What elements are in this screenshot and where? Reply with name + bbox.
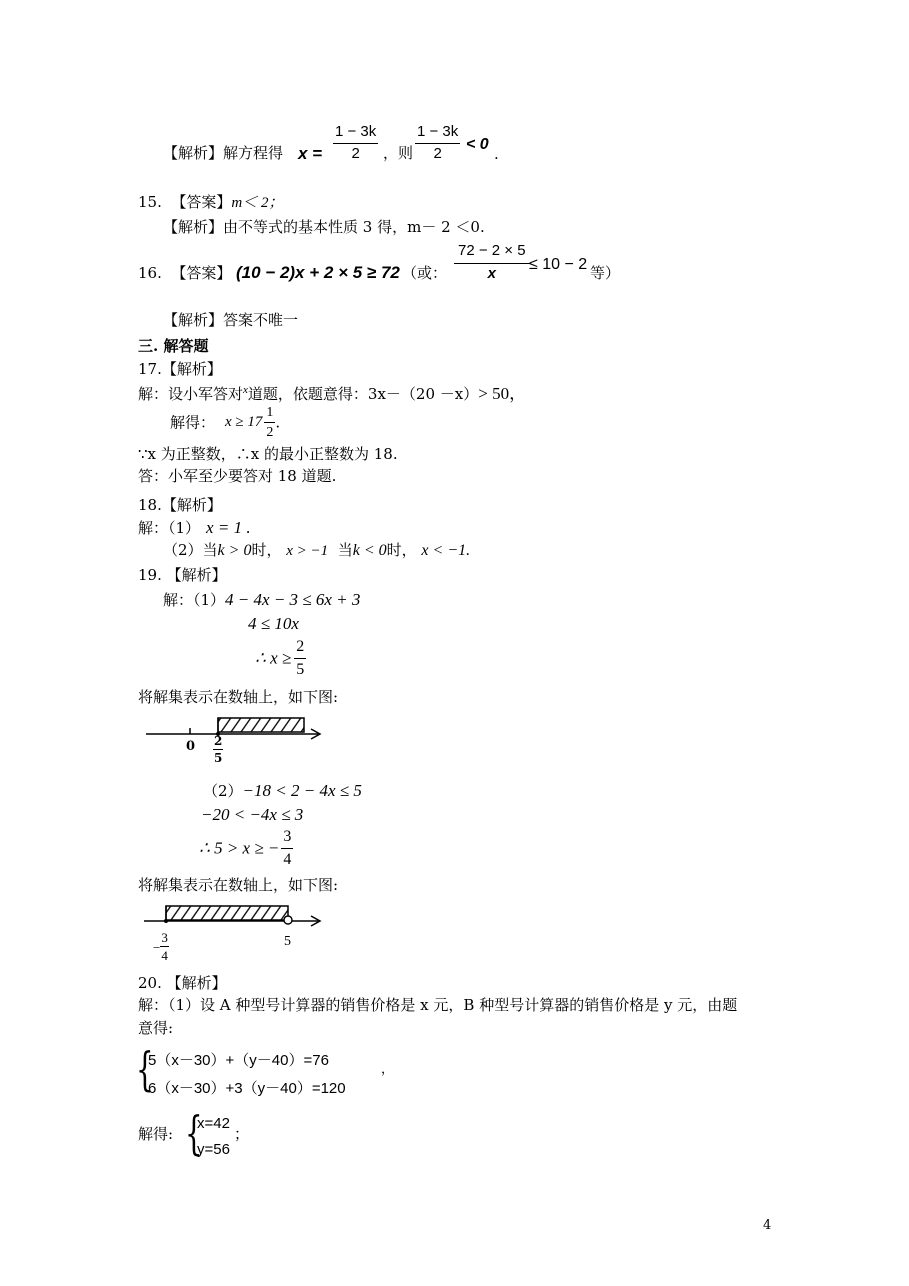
section-title: 三. 解答题 [138, 337, 209, 355]
q14-lt0: < 0 [466, 136, 489, 153]
q19-p2-line2: −20 < −4x ≤ 3 [201, 805, 304, 824]
nl1-zero-label: 0 [186, 739, 196, 754]
q16-answer-expr: (10 − 2)x + 2 × 5 ≥ 72 [236, 263, 400, 282]
q16-alt-fraction: $\frac{72 - 2 \times 5}{x}$ [454, 243, 530, 282]
q20-eq1: 5（x－30）+（y－40）=76 [148, 1052, 329, 1069]
q19-p2-line1: （2）−18 < 2 − 4x ≤ 5 [203, 781, 362, 800]
q18-line1: 解：（1） x = 1 . [138, 518, 251, 537]
q15-jiexi-line [163, 220, 485, 235]
q20-comma: ， [381, 1062, 395, 1077]
q15-answer: m＜ 2； [231, 195, 284, 211]
jiexi-label: 【解析】 [163, 218, 224, 236]
q19-p1-line3: ∴ x ≥ $\frac{2}{5}$ [255, 638, 305, 678]
number-line-1 [140, 712, 330, 770]
q20-line1: 解：（1）设 A 种型号计算器的销售价格是 x 元，B 种型号计算器的销售价格是 y 元，由题 [138, 996, 738, 1014]
q14-fraction: $\frac{1 - 3k}{2}$ [335, 123, 377, 162]
q20-sol-end: ； [234, 1125, 250, 1143]
q17-line4: 答：小军至少要答对 18 道题. [138, 467, 337, 485]
daan-label: 【答案】 [171, 264, 232, 282]
q14-period: . [494, 145, 499, 163]
q16-answer-line [138, 266, 231, 281]
q17-line3: ∵x 为正整数，∴x 的最小正整数为 18. [138, 445, 398, 463]
q14-line [163, 146, 283, 161]
daan-label: 【答案】 [171, 193, 232, 211]
q20-eq2: 6（x－30）+3（y－40）=120 [148, 1080, 346, 1097]
q16-alt-close: 等） [590, 264, 621, 282]
q20-sol-label: 解得: [138, 1125, 174, 1143]
q20-sol1: x=42 [197, 1115, 230, 1132]
q16-alt-rhs: ≤ 10 − 2 [529, 256, 588, 273]
q15-answer-line [138, 195, 284, 211]
q17-line2: 解得： x ≥ 17 $\frac{1}{2}$ . [170, 405, 281, 441]
q20-line2: 意得: [138, 1019, 174, 1037]
q15-num: 15. [138, 193, 162, 211]
page-number: 4 [763, 1218, 772, 1233]
q19-p2-line3: ∴ 5 > x ≥ − $\frac{3}{4}$ [199, 828, 292, 868]
q20-sol2: y=56 [197, 1141, 230, 1158]
q18-heading: 18.【解析】 [138, 496, 222, 514]
brace-icon-2: { [185, 1106, 203, 1160]
q16-num: 16. [138, 264, 162, 282]
q14-text2: ，则 [383, 144, 414, 162]
q17-line1: 解：设小军答对$^x$道题，依题意得：3x－（20 －x）> 50， [138, 384, 527, 403]
q14-text: 解方程得 [223, 144, 284, 162]
jiexi-label: 【解析】 [163, 144, 224, 162]
brace-icon: { [136, 1042, 154, 1096]
q14-x-eq: x = [298, 144, 323, 163]
q19-heading: 19. 【解析】 [138, 566, 227, 584]
q20-heading: 20. 【解析】 [138, 974, 227, 992]
jiexi-label: 【解析】 [163, 311, 224, 329]
q19-numberline-text: 将解集表示在数轴上，如下图: [138, 688, 339, 706]
q19-numberline-text-2: 将解集表示在数轴上，如下图: [138, 876, 339, 894]
q17-heading: 17.【解析】 [138, 360, 222, 378]
q19-p1-line2: 4 ≤ 10x [248, 614, 299, 633]
q14-fraction2: $\frac{1 - 3k}{2}$ [417, 123, 459, 162]
q16-jiexi: 答案不唯一 [223, 311, 299, 329]
nl2-right-label: 5 [284, 934, 291, 949]
nl1-fraction-label: $\frac{2}{5}$ [214, 734, 223, 766]
q18-line2: （2）当k > 0时， x > −1 当k < 0时， x < −1. [163, 541, 471, 559]
q16-alt-open: （或： [402, 264, 448, 282]
number-line-2 [140, 900, 330, 930]
nl2-left-label: − $\frac{3}{4}$ [153, 930, 168, 964]
q19-p1-line1: 解：（1）4 − 4x − 3 ≤ 6x + 3 [163, 590, 361, 609]
q16-jiexi-line [163, 313, 298, 328]
q15-jiexi: 由不等式的基本性质 3 得，m－ 2 ＜0. [223, 218, 485, 236]
